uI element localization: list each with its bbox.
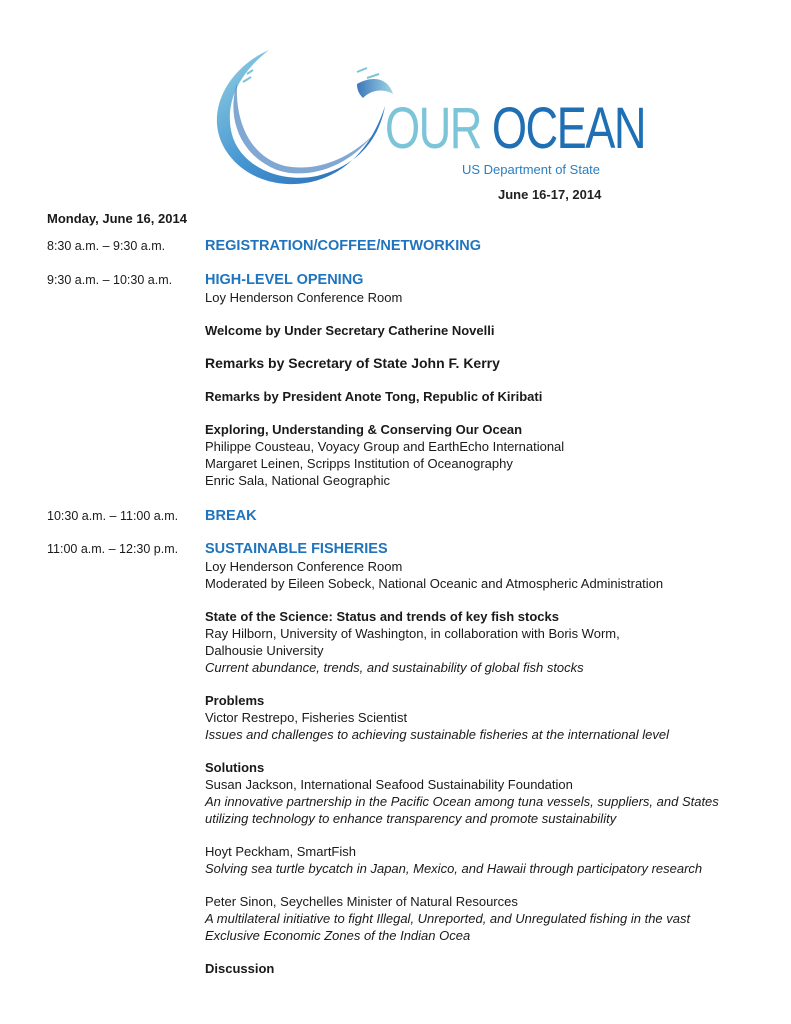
logo-word-our: OUR bbox=[385, 96, 481, 161]
talk-description: Exclusive Economic Zones of the Indian Ocea bbox=[205, 928, 471, 943]
speaker-line: Hoyt Peckham, SmartFish bbox=[205, 844, 356, 859]
session-time: 11:00 a.m. – 12:30 p.m. bbox=[47, 542, 179, 556]
agenda-item-heading: Exploring, Understanding & Conserving Our Ocean bbox=[205, 422, 523, 437]
session-location: Loy Henderson Conference Room bbox=[205, 559, 403, 574]
speaker-line: Ray Hilborn, University of Washington, in collaboration with Boris Worm, bbox=[205, 626, 620, 641]
speaker-line: Margaret Leinen, Scripps Institution of Oceanography bbox=[205, 456, 513, 471]
talk-description: A multilateral initiative to fight Illegal, Unreported, and Unregulated fishing in the vast bbox=[205, 911, 691, 926]
talk-description: Issues and challenges to achieving sustainable fisheries at the international level bbox=[205, 727, 669, 742]
day-heading: Monday, June 16, 2014 bbox=[47, 211, 187, 226]
speaker-line: Philippe Cousteau, Voyacy Group and EarthEcho International bbox=[205, 439, 565, 454]
talk-description: An innovative partnership in the Pacific Ocean among tuna vessels, suppliers, and States bbox=[205, 794, 719, 809]
talk-description: utilizing technology to enhance transparency and promote sustainability bbox=[205, 811, 617, 826]
agenda-item-heading: Problems bbox=[205, 693, 265, 708]
session-time: 10:30 a.m. – 11:00 a.m. bbox=[47, 509, 179, 523]
logo-subtitle: US Department of State bbox=[462, 162, 601, 177]
speaker-line: Peter Sinon, Seychelles Minister of Natural Resources bbox=[205, 894, 518, 909]
session-title: HIGH-LEVEL OPENING bbox=[205, 272, 364, 288]
ocean-wave-icon bbox=[207, 44, 397, 194]
agenda-item-heading: Remarks by Secretary of State John F. Kerry bbox=[205, 355, 500, 371]
talk-description: Solving sea turtle bycatch in Japan, Mexico, and Hawaii through participatory research bbox=[205, 861, 703, 876]
logo-word-ocean: OCEAN bbox=[491, 96, 645, 161]
session-title: BREAK bbox=[205, 508, 257, 524]
talk-description: Current abundance, trends, and sustainability of global fish stocks bbox=[205, 660, 584, 675]
event-dates: June 16-17, 2014 bbox=[498, 187, 602, 202]
speaker-line: Enric Sala, National Geographic bbox=[205, 473, 390, 488]
speaker-line: Victor Restrepo, Fisheries Scientist bbox=[205, 710, 408, 725]
logo-wordmark bbox=[385, 96, 645, 161]
speaker-line: Dalhousie University bbox=[205, 643, 324, 658]
session-title: SUSTAINABLE FISHERIES bbox=[205, 541, 388, 557]
session-time: 8:30 a.m. – 9:30 a.m. bbox=[47, 239, 166, 253]
agenda-item-heading: Welcome by Under Secretary Catherine Novelli bbox=[205, 323, 495, 338]
session-time: 9:30 a.m. – 10:30 a.m. bbox=[47, 273, 173, 287]
session-title: REGISTRATION/COFFEE/NETWORKING bbox=[205, 238, 482, 254]
session-moderator: Moderated by Eileen Sobeck, National Oceanic and Atmospheric Administration bbox=[205, 576, 664, 591]
session-location: Loy Henderson Conference Room bbox=[205, 290, 403, 305]
agenda-item-heading: Discussion bbox=[205, 961, 275, 976]
agenda-item-heading: Remarks by President Anote Tong, Republic of Kiribati bbox=[205, 389, 543, 404]
speaker-line: Susan Jackson, International Seafood Sustainability Foundation bbox=[205, 777, 573, 792]
agenda-item-heading: State of the Science: Status and trends of key fish stocks bbox=[205, 609, 559, 624]
agenda-item-heading: Solutions bbox=[205, 760, 265, 775]
our-ocean-logo bbox=[207, 44, 645, 194]
